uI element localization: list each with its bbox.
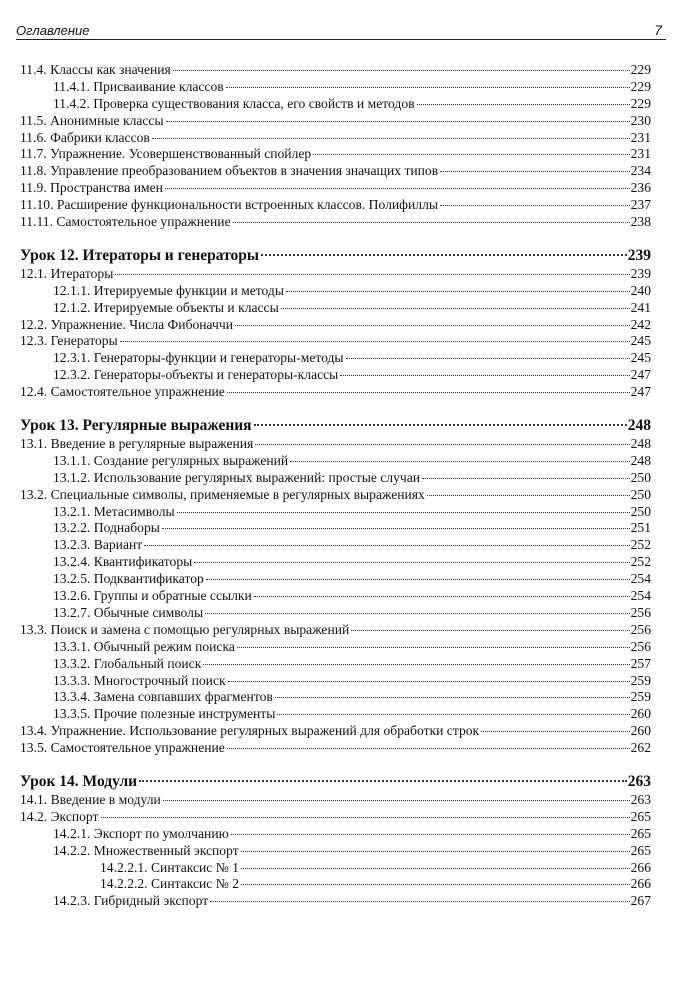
toc-entry-page: 234 — [630, 163, 651, 179]
toc-entry-title: 13.5. Самостоятельное упражнение — [20, 740, 225, 756]
header-rule — [16, 39, 666, 40]
dot-leader — [203, 664, 629, 665]
toc-entry-title: 13.2.1. Метасимволы — [53, 503, 175, 519]
dot-leader — [261, 254, 627, 256]
toc-entry[interactable] — [20, 283, 651, 300]
dot-leader — [237, 647, 630, 648]
toc-entry[interactable] — [20, 504, 651, 521]
toc-entry-title: 11.6. Фабрики классов — [20, 129, 150, 145]
toc-entry-title: 13.3.4. Замена совпавших фрагментов — [53, 689, 273, 705]
dot-leader — [205, 613, 630, 614]
toc-chapter-entry[interactable] — [20, 772, 651, 792]
toc-entry-title: 13.1.1. Создание регулярных выражений — [53, 452, 289, 468]
toc-entry-title: 14.2.1. Экспорт по умолчанию — [53, 825, 229, 841]
toc-entry-page: 260 — [630, 706, 651, 722]
toc-entry-page: 252 — [630, 554, 651, 570]
toc-entry[interactable] — [20, 384, 651, 401]
toc-entry-title: Урок 14. Модули — [20, 772, 138, 790]
toc-entry[interactable] — [20, 673, 651, 690]
dot-leader — [340, 375, 629, 376]
dot-leader — [210, 901, 629, 902]
toc-entry[interactable] — [20, 62, 651, 79]
toc-entry[interactable] — [20, 487, 651, 504]
toc-entry-title: 11.4.1. Присваивание классов — [53, 78, 224, 94]
dot-leader — [254, 596, 630, 597]
dot-leader — [290, 461, 629, 462]
toc-entry-title: 11.9. Пространства имен — [20, 180, 163, 196]
running-header-title: Оглавление — [16, 23, 90, 38]
dot-leader — [254, 424, 627, 426]
toc-entry-title: 13.2.4. Квантификаторы — [53, 554, 193, 570]
toc-entry[interactable] — [20, 826, 651, 843]
toc-entry[interactable] — [20, 689, 651, 706]
toc-entry[interactable] — [20, 893, 651, 910]
toc-entry[interactable] — [20, 571, 651, 588]
dot-leader — [226, 87, 630, 88]
toc-entry-title: 13.4. Упражнение. Использование регулярных выражений для обработки строк — [20, 723, 480, 739]
dot-leader — [162, 528, 630, 529]
toc-entry-page: 263 — [630, 791, 651, 807]
toc-entry[interactable] — [20, 706, 651, 723]
toc-entry[interactable] — [20, 622, 651, 639]
page-number: 7 — [654, 22, 662, 38]
dot-leader — [286, 291, 630, 292]
toc-entry-page: 251 — [630, 520, 651, 536]
toc-entry-title: 12.1. Итераторы — [20, 265, 114, 281]
toc-entry-title: 13.3. Поиск и замена с помощью регулярных выражений — [20, 621, 350, 637]
toc-entry-page: 241 — [630, 299, 651, 315]
toc-entry[interactable] — [20, 333, 651, 350]
toc-entry[interactable] — [20, 197, 651, 214]
toc-entry[interactable] — [20, 520, 651, 537]
dot-leader — [235, 325, 630, 326]
toc-entry-page: 229 — [630, 95, 651, 111]
table-of-contents — [20, 62, 651, 910]
dot-leader — [144, 545, 629, 546]
toc-entry-title: Урок 13. Регулярные выражения — [20, 417, 252, 435]
toc-entry-page: 229 — [630, 62, 651, 77]
toc-entry-page: 239 — [630, 265, 651, 281]
dot-leader — [346, 358, 630, 359]
toc-entry-page: 248 — [630, 452, 651, 468]
toc-chapter-entry[interactable] — [20, 416, 651, 436]
toc-entry[interactable] — [20, 588, 651, 605]
toc-entry[interactable] — [20, 79, 651, 96]
toc-entry[interactable] — [20, 96, 651, 113]
toc-entry[interactable] — [20, 350, 651, 367]
toc-entry-page: 245 — [630, 350, 651, 366]
toc-entry-page: 259 — [630, 672, 651, 688]
toc-entry-page: 256 — [630, 638, 651, 654]
dot-leader — [440, 205, 630, 206]
toc-chapter-entry[interactable] — [20, 246, 651, 266]
toc-entry-title: 13.2.3. Вариант — [53, 537, 143, 553]
toc-group — [20, 416, 651, 757]
toc-entry[interactable] — [20, 453, 651, 470]
dot-leader — [152, 138, 630, 139]
toc-entry-title: 11.4. Классы как значения — [20, 62, 171, 77]
toc-entry-page: 237 — [630, 197, 651, 213]
toc-entry-title: 12.3.1. Генераторы-функции и генераторы-методы — [53, 350, 344, 366]
toc-entry[interactable] — [20, 792, 651, 809]
toc-entry-title: 13.2.6. Группы и обратные ссылки — [53, 588, 252, 604]
toc-entry[interactable] — [20, 537, 651, 554]
dot-leader — [206, 579, 630, 580]
dot-leader — [228, 681, 630, 682]
toc-entry-title: 12.4. Самостоятельное упражнение — [20, 384, 225, 400]
toc-entry-page: 256 — [630, 621, 651, 637]
toc-entry-page: 263 — [627, 772, 651, 790]
toc-entry-title: 13.1. Введение в регулярные выражения — [20, 436, 254, 452]
toc-entry-page: 245 — [630, 333, 651, 349]
toc-entry-title: 14.1. Введение в модули — [20, 791, 161, 807]
toc-entry-page: 229 — [630, 78, 651, 94]
dot-leader — [351, 630, 629, 631]
toc-entry[interactable] — [20, 300, 651, 317]
toc-entry-title: 12.3.2. Генераторы-объекты и генераторы-классы — [53, 367, 339, 383]
dot-leader — [417, 104, 630, 105]
toc-entry-page: 250 — [630, 469, 651, 485]
toc-entry-page: 242 — [630, 316, 651, 332]
dot-leader — [227, 748, 630, 749]
toc-entry[interactable] — [20, 876, 651, 893]
toc-entry[interactable] — [20, 436, 651, 453]
toc-entry[interactable] — [20, 214, 651, 231]
dot-leader — [241, 851, 630, 852]
toc-entry-page: 262 — [630, 740, 651, 756]
toc-entry-title: 13.2.5. Подквантификатор — [53, 571, 204, 587]
toc-entry-page: 238 — [630, 214, 651, 230]
dot-leader — [275, 697, 630, 698]
dot-leader — [115, 274, 629, 275]
dot-leader — [231, 834, 630, 835]
dot-leader — [101, 817, 630, 818]
toc-entry-title: 14.2.3. Гибридный экспорт — [53, 893, 209, 909]
dot-leader — [139, 780, 627, 782]
toc-entry[interactable] — [20, 130, 651, 147]
dot-leader — [241, 868, 630, 869]
dot-leader — [173, 70, 630, 71]
dot-leader — [427, 495, 630, 496]
dot-leader — [165, 188, 630, 189]
toc-entry-title: 11.5. Анонимные классы — [20, 112, 164, 128]
toc-entry[interactable] — [20, 266, 651, 283]
toc-entry-title: 12.1.2. Итерируемые объекты и классы — [53, 299, 279, 315]
toc-entry[interactable] — [20, 146, 651, 163]
toc-entry-page: 265 — [630, 842, 651, 858]
toc-entry-title: 14.2.2. Множественный экспорт — [53, 842, 239, 858]
toc-entry-page: 236 — [630, 180, 651, 196]
toc-entry-title: 14.2. Экспорт — [20, 808, 99, 824]
toc-entry-title: 13.3.1. Обычный режим поиска — [53, 638, 235, 654]
toc-entry-page: 267 — [630, 893, 651, 909]
dot-leader — [313, 154, 629, 155]
toc-entry-page: 254 — [630, 571, 651, 587]
toc-entry-title: 13.2. Специальные символы, применяемые в регулярных выражениях — [20, 486, 425, 502]
dot-leader — [241, 884, 630, 885]
toc-entry-title: 13.3.5. Прочие полезные инструменты — [53, 706, 276, 722]
dot-leader — [481, 731, 629, 732]
dot-leader — [177, 512, 630, 513]
dot-leader — [422, 478, 630, 479]
toc-entry-title: 13.2.2. Поднаборы — [53, 520, 160, 536]
toc-entry-page: 230 — [630, 112, 651, 128]
toc-entry-title: 13.1.2. Использование регулярных выражений: простые случаи — [53, 469, 421, 485]
toc-entry-page: 248 — [630, 436, 651, 452]
toc-entry-page: 254 — [630, 588, 651, 604]
dot-leader — [233, 222, 630, 223]
toc-entry-page: 260 — [630, 723, 651, 739]
running-header — [16, 18, 666, 40]
toc-entry-page: 250 — [630, 486, 651, 502]
toc-entry[interactable] — [20, 163, 651, 180]
toc-entry-title: 12.3. Генераторы — [20, 333, 118, 349]
dot-leader — [440, 171, 629, 172]
toc-entry-page: 257 — [630, 655, 651, 671]
dot-leader — [166, 121, 630, 122]
toc-entry[interactable] — [20, 317, 651, 334]
dot-leader — [255, 444, 629, 445]
toc-group — [20, 772, 651, 910]
toc-entry-title: Урок 12. Итераторы и генераторы — [20, 246, 259, 264]
toc-entry[interactable] — [20, 809, 651, 826]
toc-entry-page: 256 — [630, 604, 651, 620]
toc-entry[interactable] — [20, 605, 651, 622]
toc-group — [20, 62, 651, 231]
toc-entry-page: 231 — [630, 146, 651, 162]
toc-entry[interactable] — [20, 860, 651, 877]
toc-entry[interactable] — [20, 470, 651, 487]
toc-entry-page: 265 — [630, 808, 651, 824]
toc-entry-title: 12.1.1. Итерируемые функции и методы — [53, 282, 284, 298]
toc-entry-page: 266 — [630, 859, 651, 875]
toc-entry-page: 265 — [630, 825, 651, 841]
toc-entry-title: 13.2.7. Обычные символы — [53, 604, 204, 620]
toc-entry-page: 248 — [627, 417, 651, 435]
toc-entry-page: 247 — [630, 384, 651, 400]
toc-entry-title: 11.4.2. Проверка существования класса, его свойств и методов — [53, 95, 415, 111]
toc-entry[interactable] — [20, 843, 651, 860]
toc-entry[interactable] — [20, 180, 651, 197]
toc-entry-title: 13.3.2. Глобальный поиск — [53, 655, 202, 671]
dot-leader — [120, 341, 630, 342]
toc-entry[interactable] — [20, 656, 651, 673]
toc-entry[interactable] — [20, 113, 651, 130]
toc-entry-page: 252 — [630, 537, 651, 553]
toc-entry[interactable] — [20, 740, 651, 757]
toc-group — [20, 246, 651, 401]
toc-entry-title: 14.2.2.1. Синтаксис № 1 — [100, 859, 239, 875]
toc-entry-title: 12.2. Упражнение. Числа Фибоначчи — [20, 316, 233, 332]
toc-entry[interactable] — [20, 639, 651, 656]
toc-entry-title: 14.2.2.2. Синтаксис № 2 — [100, 876, 239, 892]
dot-leader — [281, 308, 630, 309]
toc-entry-page: 239 — [627, 246, 651, 264]
toc-entry-page: 259 — [630, 689, 651, 705]
dot-leader — [163, 800, 630, 801]
dot-leader — [227, 392, 630, 393]
toc-entry-page: 250 — [630, 503, 651, 519]
dot-leader — [277, 714, 629, 715]
toc-entry-page: 266 — [630, 876, 651, 892]
toc-entry-title: 11.10. Расширение функциональности встроенных классов. Полифиллы — [20, 197, 438, 213]
dot-leader — [194, 562, 629, 563]
toc-entry-page: 231 — [630, 129, 651, 145]
toc-entry[interactable] — [20, 554, 651, 571]
toc-entry-page: 240 — [630, 282, 651, 298]
toc-entry[interactable] — [20, 723, 651, 740]
toc-entry-page: 247 — [630, 367, 651, 383]
toc-entry-title: 11.8. Управление преобразованием объектов в значения значащих типов — [20, 163, 439, 179]
toc-entry-title: 11.11. Самостоятельное упражнение — [20, 214, 231, 230]
toc-entry-title: 11.7. Упражнение. Усовершенствованный спойлер — [20, 146, 312, 162]
toc-entry[interactable] — [20, 367, 651, 384]
toc-entry-title: 13.3.3. Многострочный поиск — [53, 672, 226, 688]
